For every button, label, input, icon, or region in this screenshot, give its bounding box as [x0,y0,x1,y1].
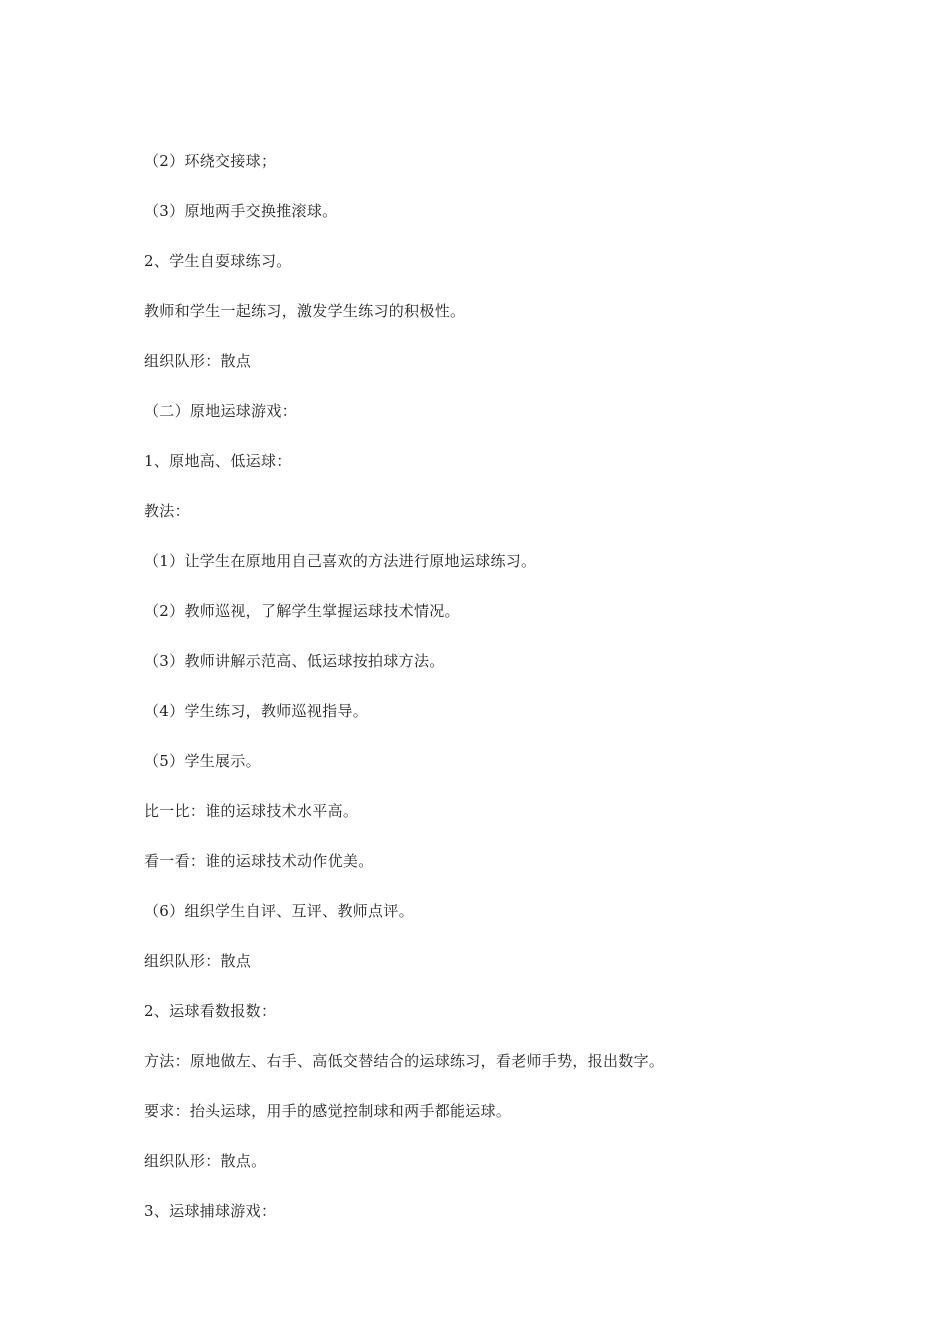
paragraph: 2、学生自耍球练习。 [144,252,292,270]
paragraph: 教师和学生一起练习，激发学生练习的积极性。 [144,302,466,320]
paragraph: （1）让学生在原地用自己喜欢的方法进行原地运球练习。 [144,552,537,570]
paragraph: 要求：抬头运球，用手的感觉控制球和两手都能运球。 [144,1102,512,1120]
paragraph: （4）学生练习，教师巡视指导。 [144,702,369,720]
paragraph: （5）学生展示。 [144,752,261,770]
paragraph: 方法：原地做左、右手、高低交替结合的运球练习，看老师手势，报出数字。 [144,1052,665,1070]
paragraph: 3、运球捕球游戏： [144,1202,277,1220]
paragraph: （2）教师巡视，了解学生掌握运球技术情况。 [144,602,460,620]
paragraph: 看一看：谁的运球技术动作优美。 [144,852,374,870]
paragraph: 组织队形：散点。 [144,1152,267,1170]
paragraph: （6）组织学生自评、互评、教师点评。 [144,902,414,920]
paragraph: 1、原地高、低运球： [144,452,292,470]
paragraph: 2、运球看数报数： [144,1002,277,1020]
document-body [144,149,904,1249]
paragraph: （3）原地两手交换推滚球。 [144,202,338,220]
paragraph: （2）环绕交接球； [144,152,277,170]
paragraph: 组织队形：散点 [144,352,252,370]
paragraph: （二）原地运球游戏： [144,402,298,420]
paragraph: （3）教师讲解示范高、低运球按拍球方法。 [144,652,445,670]
paragraph: 比一比：谁的运球技术水平高。 [144,802,359,820]
paragraph: 教法： [144,502,190,520]
paragraph: 组织队形：散点 [144,952,252,970]
